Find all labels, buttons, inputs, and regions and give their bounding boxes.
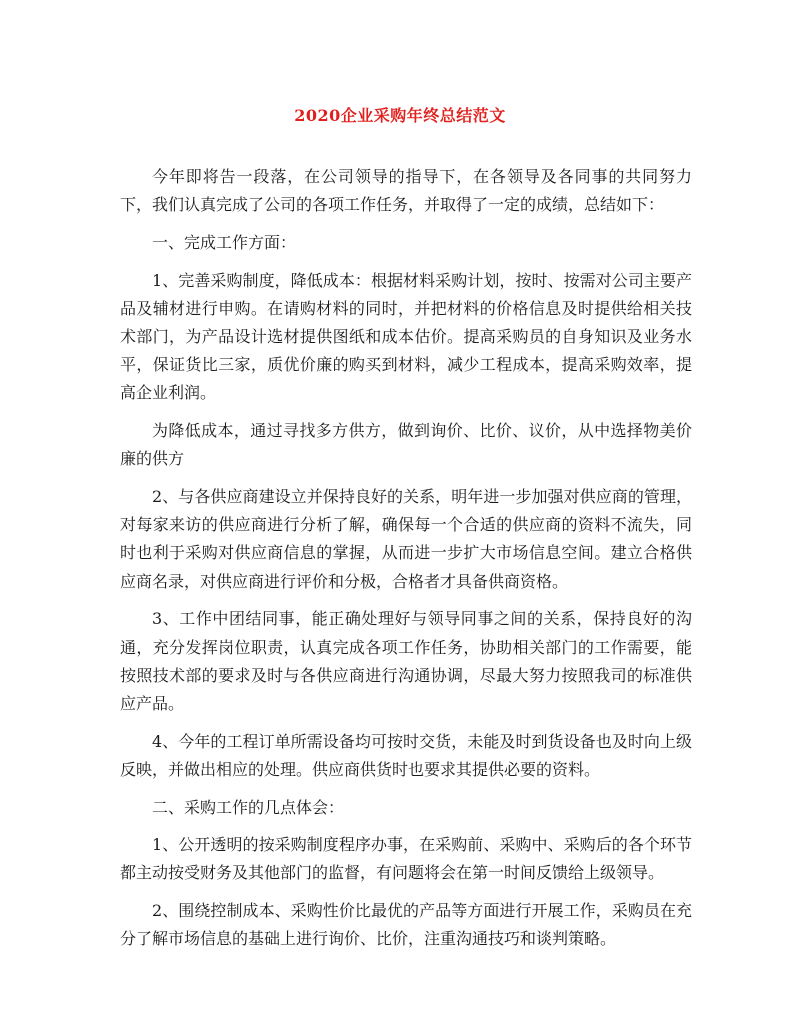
paragraph-cost-note: 为降低成本，通过寻找多方供方，做到询价、比价、议价，从中选择物美价廉的供方 (120, 421, 692, 469)
section-heading-1: 一、完成工作方面： (152, 232, 297, 252)
paragraph-item-4: 4、今年的工程订单所需设备均可按时交货，未能及时到货设备也及时向上级反映，并做出相应的处理。供应商供货时也要求其提供必要的资料。 (120, 731, 692, 779)
paragraph-experience-2: 2、围绕控制成本、采购性价比最优的产品等方面进行开展工作，采购员在充分了解市场信息的基础上进行询价、比价，注重沟通技巧和谈判策略。 (120, 901, 692, 949)
document-body (120, 163, 692, 963)
paragraph-item-3: 3、工作中团结同事，能正确处理好与领导同事之间的关系，保持良好的沟通，充分发挥岗位职责，认真完成各项工作任务，协助相关部门的工作需要，能按照技术部的要求及时与各供应商进行沟通协调，尽最大努力按照我司的标准供应产品。 (120, 609, 692, 713)
paragraph-intro: 今年即将告一段落，在公司领导的指导下，在各领导及各同事的共同努力下，我们认真完成了公司的各项工作任务，并取得了一定的成绩，总结如下： (120, 167, 692, 215)
document-title: 2020企业采购年终总结范文 (294, 106, 506, 125)
paragraph-item-1: 1、完善采购制度，降低成本：根据材料采购计划，按时、按需对公司主要产品及辅材进行申购。在请购材料的同时，并把材料的价格信息及时提供给相关技术部门，为产品设计选材提供图纸和成本估价。提高采购员的自身知识及业务水平，保证货比三家，质优价廉的购买到材料，减少工程成本，提高采购效率，提高企业利润。 (120, 270, 692, 403)
paragraph-experience-1: 1、公开透明的按采购制度程序办事，在采购前、采购中、采购后的各个环节都主动按受财务及其他部门的监督，有问题将会在第一时间反馈给上级领导。 (120, 835, 692, 883)
paragraph-item-2: 2、与各供应商建设立并保持良好的关系，明年进一步加强对供应商的管理，对每家来访的供应商进行分析了解，确保每一个合适的供应商的资料不流失，同时也利于采购对供应商信息的掌握，从而进一步扩大市场信息空间。建立合格供应商名录，对供应商进行评价和分极，合格者才具备供商资格。 (120, 487, 692, 591)
section-heading-2: 二、采购工作的几点体会： (152, 797, 345, 817)
